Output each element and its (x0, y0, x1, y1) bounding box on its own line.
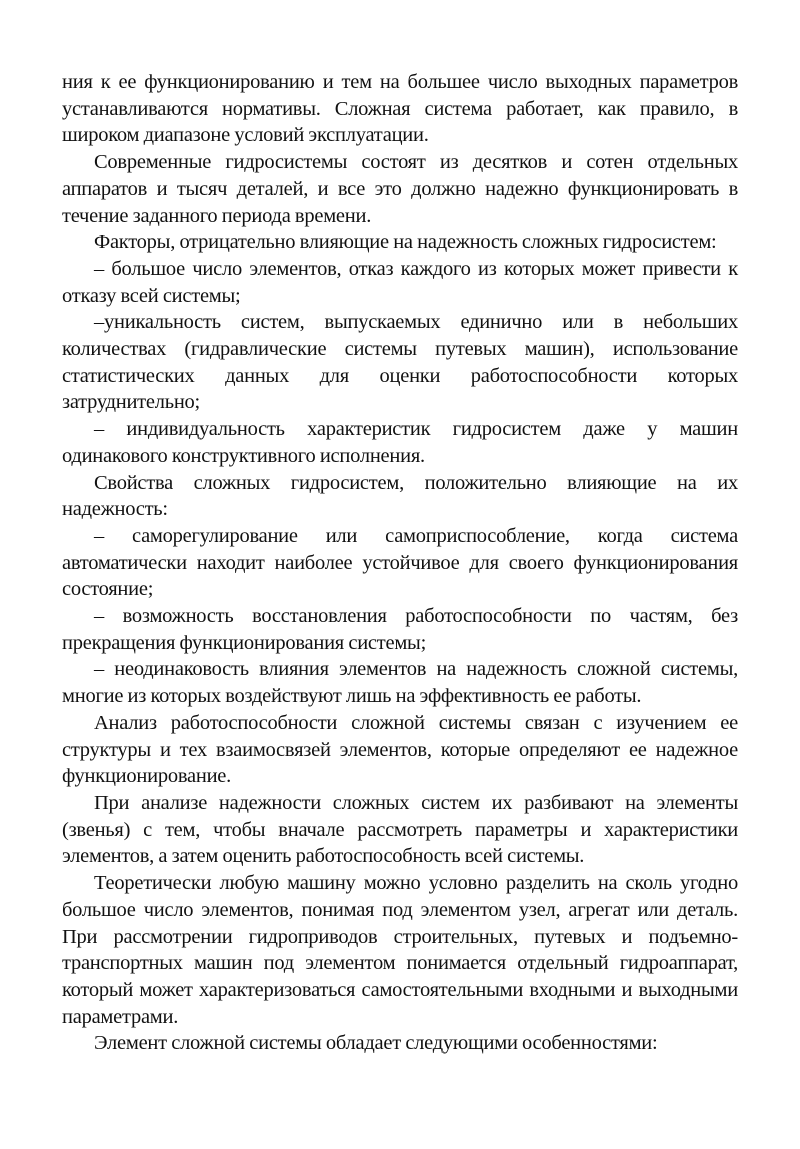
paragraph-continuation: ния к ее функционированию и тем на большее число выходных параметров устанавливаются нормативы. Сложная система работает, как правило, в широком диапазоне условий эксплуатации. (62, 71, 738, 147)
list-item-many-elements: – большое число элементов, отказ каждого из которых может привести к отказу всей системы; (62, 257, 738, 307)
list-item-unequal-influence: – неодинаковость влияния элементов на надежность сложной системы, многие из которых воздействуют лишь на эффективность ее работы. (62, 658, 738, 708)
paragraph-performance-analysis: Анализ работоспособности сложной системы связан с изучением ее структуры и тех взаимосвязей элементов, которые определяют ее надежное функционирование. (62, 711, 738, 788)
paragraph-theoretical-division: Теоретически любую машину можно условно разделить на сколь угодно большое число элементов, понимая под элементом узел, агрегат или деталь. При рассмотрении гидроприводов строительных, путевых и подъемно-транспортных машин под элементом понимается отдельный гидроаппарат, который может характеризоваться самостоятельными входными и выходными параметрами. (62, 872, 738, 1028)
paragraph-reliability-analysis: При анализе надежности сложных систем их разбивают на элементы (звенья) с тем, чтобы вначале рассмотреть параметры и характеристики элементов, а затем оценить работоспособность всей системы. (62, 791, 738, 868)
list-item-uniqueness: –уникальность систем, выпускаемых единично или в небольших количествах (гидравлические системы путевых машин), использование статистических данных для оценки работоспособности которых затруднительно; (62, 311, 738, 414)
paragraph-modern-hydrosystems: Современные гидросистемы состоят из десятков и сотен отдельных аппаратов и тысяч деталей, и все это должно надежно функционировать в течение заданного периода времени. (62, 151, 738, 227)
list-item-individuality: – индивидуальность характеристик гидросистем даже у машин одинакового конструктивного исполнения. (62, 418, 738, 467)
list-item-self-regulation: – саморегулирование или самоприспособление, когда система автоматически находит наиболее устойчивое для своего функционирования состояние; (62, 524, 738, 601)
document-page (62, 69, 738, 1057)
paragraph-element-features: Элемент сложной системы обладает следующими особенностями: (94, 1032, 658, 1055)
paragraph-positive-properties: Свойства сложных гидросистем, положительно влияющие на их надежность: (62, 471, 738, 521)
paragraph-negative-factors: Факторы, отрицательно влияющие на надежность сложных гидросистем: (94, 231, 717, 254)
list-item-partial-recovery: – возможность восстановления работоспособности по частям, без прекращения функционирования системы; (62, 605, 738, 654)
